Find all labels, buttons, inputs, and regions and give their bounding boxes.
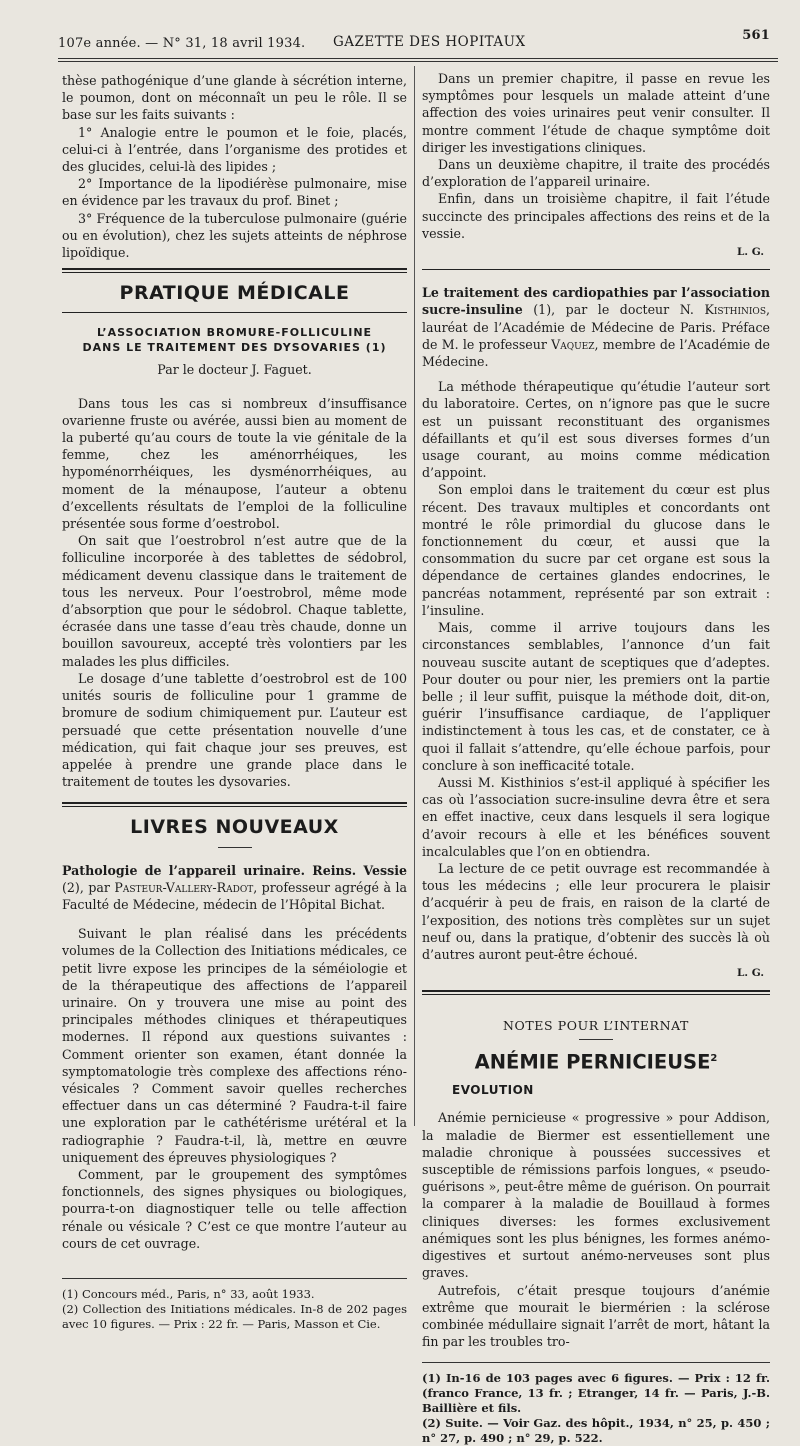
article-paragraph: Le dosage d’une tablette d’oestrobrol est de 100 unités souris de folliculine pour 1 gramme de bromure de sodium chimiquement pur. L’auteur est persuadé que cette présentation nouvelle d’une médication, qui fait chaque jour ses preuves, est appelée à prendre une grande place dans le traitement de toutes les dysovaries. [62,670,407,790]
book-paragraph: Aussi M. Kisthinios s’est-il appliqué à spécifier les cas où l’association sucre-insuline devra être et sera en effet inactive, ceux dans lesquels il sera logique d’avoir recours à elle et les bénéfices souvent incalculables que l’on en obtiendra. [422,774,770,859]
list-item: 1° Analogie entre le poumon et le foie, placés, celui-ci à l’entrée, dans l’organisme des protides et des glucides, celui-là des lipides ; [62,124,407,175]
section-rule [422,990,770,992]
list-item: 3° Fréquence de la tuberculose pulmonaire (guérie ou en évolution), chez les sujets atteints de néphrose lipoïdique. [62,210,407,261]
journal-title: GAZETTE DES HOPITAUX [333,34,526,50]
book-paragraph: Enfin, dans un troisième chapitre, il fait l’étude succincte des principales affections des reins et de la vessie. [422,191,770,241]
article-byline: Par le docteur J. Faguet. [157,362,312,378]
article-title [62,325,407,355]
book-author: Pasteur-Vallery-Radot [114,879,254,895]
column-divider [414,66,415,1126]
article-paragraph: Anémie pernicieuse « progressive » pour Addison, la maladie de Biermer est essentiellement une maladie chronique à poussées successives et susceptible de rémissions parfois longues, « pseudo-guérisons », peut-être même de guérison. On pourrait la comparer à la maladie de Bouillaud à formes cliniques diverses: les formes exclusivement anémiques sont les plus bénignes, les formes anémo-digestives et surtout anémo-nerveuses sont plus graves. [422,1110,770,1281]
footnote: (2) Collection des Initiations médicales. In-8 de 202 pages avec 10 figures. — Prix : 22 fr. — Paris, Masson et Cie. [62,1301,407,1331]
preface-author: Vaquez [551,336,595,352]
section-rule [62,272,407,273]
header-rule-bottom [58,61,778,62]
book-title: Le traitement des cardiopathies par l’association sucre-insuline [422,285,770,318]
page-number: 561 [742,28,770,43]
short-rule [218,847,252,848]
book-info: , membre de l’Académie de Médecine. [422,336,770,370]
signature-initials: L. G. [737,246,764,259]
signature-initials: L. G. [737,967,764,980]
footnote: (1) In-16 de 103 pages avec 6 figures. — Prix : 12 fr. (franco France, 13 fr. ; Etranger, 14 fr. — Paris, J.-B. Baillière et fils. [422,1371,770,1416]
section-title-notes-internat: NOTES POUR L’INTERNAT [502,1018,689,1034]
book-paragraph: La lecture de ce petit ouvrage est recommandée à tous les médecins ; elle leur procurera le plaisir d’acquérir à peu de frais, en raison de la clarté de l’exposition, des notions très complètes sur un sujet neuf ou, dans la pratique, d’obtenir des succès là où d’autres auront peut-être échoué. [422,860,770,962]
footnote-ref: 2 [710,1052,718,1064]
section-rule [62,268,407,270]
footnote: (2) Suite. — Voir Gaz. des hôpit., 1934, n° 25, p. 450 ; n° 27, p. 490 ; n° 29, p. 522. [422,1416,770,1446]
book-paragraph: Comment, par le groupement des symptômes fonctionnels, des signes physiques ou biologiques, pourra-t-on diagnostiquer telle ou telle affection rénale ou vésicale ? C’est ce que montre l’auteur au cours de cet ouvrage. [62,1166,407,1251]
book-author: Kisthinios [704,302,766,318]
footnote: (1) Concours méd., Paris, n° 33, août 1933. [62,1286,315,1301]
book-entry-heading [422,284,770,370]
book-paragraph: Dans un deuxième chapitre, il traite des procédés d’exploration de l’appareil urinaire. [422,157,770,190]
article-title-line: L’ASSOCIATION BROMURE-FOLLICULINE [96,326,373,340]
book-paragraph: Suivant le plan réalisé dans les précédents volumes de la Collection des Initiations médicales, ce petit livre expose les principes de la séméiologie et de la thérapeutique des affections de l’appareil urinaire. On y trouvera une mise au point des principales méthodes cliniques et thérapeutiques modernes. Il répond aux questions suivantes : Comment orienter son examen, étant donnée la symptomatologie très complexe des affections réno-vésicales ? Comment savoir quelles recherches effectuer dans un cas déterminé ? Faudra-t-il faire une exploration par le cathétérisme urétéral et la radiographie ? Faudra-t-il, là, mettre en œuvre uniquement des épreuves physiologiques ? [62,926,407,1165]
right-column [422,70,770,1446]
section-rule [62,802,407,804]
left-column [62,72,407,1332]
book-author-info: , professeur agrégé à la Faculté de Médecine, médecin de l’Hôpital Bichat. [62,879,407,912]
book-ref: (2), par [62,879,115,895]
intro-paragraph: thèse pathogénique d’une glande à sécrétion interne, le poumon, dont on méconnaît un peu le rôle. Il se base sur les faits suivants : [62,73,407,123]
section-rule [62,806,407,807]
section-rule [422,994,770,995]
article-paragraph: On sait que l’oestrobrol n’est autre que de la folliculine incorporée à des tablettes de sédobrol, médicament devenu classique dans le traitement de tous les nerveux. Pour l’oestrobrol, même mode d’absorption que pour le sédobrol. Chaque tablette, écrasée dans une tasse d’eau très chaude, donne un bouillon savoureux, accepté très volontiers par les malades les plus difficiles. [62,533,407,669]
book-paragraph: Mais, comme il arrive toujours dans les circonstances semblables, l’annonce d’un fait nouveau suscite autant de sceptiques que d’adeptes. Pour douter ou pour nier, les premiers ont la partie belle ; il leur suffit, puisque la méthode doit, dit-on, guérir l’insuffisance cardiaque, de l’appliquer indistinctement à tous les cas, et de constater, ce à quoi il fallait s’attendre, qu’elle échoue parfois, pour conclure à son inefficacité totale. [422,620,770,773]
header-rule-top [58,58,778,59]
book-info: , lauréat de l’Académie de Médecine de Paris. Préface de M. le professeur [422,302,770,352]
short-rule [579,1039,613,1040]
list-item: 2° Importance de la lipodiérèse pulmonaire, mise en évidence par les travaux du prof. Binet ; [62,176,407,209]
article-paragraph: Dans tous les cas si nombreux d’insuffisance ovarienne fruste ou avérée, aussi bien au moment de la puberté qu’au cours de toute la vie génitale de la femme, chez les aménorrhéiques, les hypoménorrhéiques, les dysménorrhéiques, au moment de la ménaupose, l’auteur a obtenu d’excellents résultats de l’emploi de la folliculine présentée sous forme d’oestrobol. [62,395,407,532]
article-paragraph: Autrefois, c’était presque toujours d’anémie extrême que mourait le biermérien : la sclérose combinée médullaire signait l’arrêt de mort, hâtant la fin par les troubles tro- [422,1282,770,1350]
book-paragraph: Son emploi dans le traitement du cœur est plus récent. Des travaux multiples et concordants ont montré le rôle primordial du glucose dans le fonctionnement du cœur, et aussi que la consommation du sucre par cet organe est sous la dépendance de certaines glandes endocrines, le pancréas notamment, représenté par son extrait : l’insuline. [422,482,770,618]
page-header [58,28,770,58]
section-title-livres-nouveaux: LIVRES NOUVEAUX [130,816,339,839]
footnote-rule [62,1278,407,1279]
book-title: Pathologie de l’appareil urinaire. Reins. Vessie [62,862,407,878]
book-paragraph: La méthode thérapeutique qu’étudie l’auteur sort du laboratoire. Certes, on n’ignore pas que le sucre est un puissant reconstituant des organismes défaillants et qu’il est sous diverses formes d’un usage courant, au moins comme médication d’appoint. [422,379,770,481]
separator-rule [422,269,770,270]
article-title-anemie [422,1050,770,1074]
book-info: (1), par le docteur N. [522,302,705,318]
article-title-line: DANS LE TRAITEMENT DES DYSOVARIES (1) [82,341,387,355]
section-rule [62,312,407,313]
section-title-pratique-medicale: PRATIQUE MÉDICALE [119,282,350,305]
book-entry-heading [62,862,407,914]
footnote-rule [422,1362,770,1363]
book-paragraph: Dans un premier chapitre, il passe en revue les symptômes pour lesquels un malade atteint d’une affection des voies urinaires peut venir consulter. Il montre comment l’étude de chaque symptôme doit diriger les investigations cliniques. [422,71,770,155]
issue-info: 107e année. — N° 31, 18 avril 1934. [58,36,306,51]
article-title-text: ANÉMIE PERNICIEUSE [474,1050,711,1074]
subsection-title: EVOLUTION [452,1083,534,1098]
